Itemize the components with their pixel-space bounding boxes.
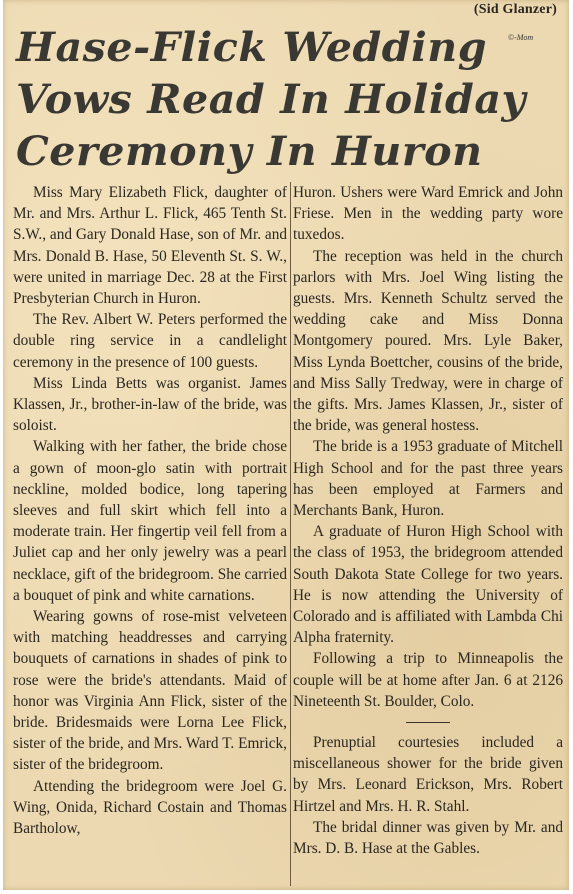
newspaper-clipping [3, 0, 569, 890]
article-paragraph: Attending the bridegroom were Joel G. Wing, Onida, Richard Costain and Thomas Bartholow, [13, 777, 287, 838]
article-paragraph: Prenuptial courtesies included a miscellaneous shower for the bride given by Mrs. Leonard Erickson, Mrs. Robert Hirtzel and Mrs. H. R. Stahl. [293, 734, 563, 815]
article-paragraph: The bridal dinner was given by Mr. and Mrs. D. B. Hase at the Gables. [293, 818, 563, 858]
column-divider [290, 182, 291, 886]
article-paragraph: Following a trip to Minneapolis the couple will be at home after Jan. 6 at 2126 Nineteenth St. Boulder, Colo. [293, 650, 563, 710]
article-paragraph: The bride is a 1953 graduate of Mitchell High School and for the past three years has been employed at Farmers and Merchants Bank, Huron. [293, 438, 563, 520]
article-paragraph: Miss Linda Betts was organist. James Klassen, Jr., brother-in-law of the bride, was soloist. [13, 374, 287, 435]
article-paragraph: Walking with her father, the bride chose a gown of moon-glo satin with portrait neckline, molded bodice, long tapering sleeves and full skirt which fell into a moderate train. Her fingertip veil fell from a Juliet cap and her only jewelry was a pearl necklace, gift of the bridegroom. She carried a bouquet of pink and white carnations. [13, 438, 287, 604]
headline-line: Hase-Flick Wedding [16, 24, 488, 71]
article-column-right [293, 182, 563, 859]
headline-line: Vows Read In Holiday [16, 76, 526, 123]
article-paragraph: Wearing gowns of rose-mist velveteen with matching headdresses and carrying bouquets of carnations in shades of pink to rose were the bride's attendants. Maid of honor was Virginia Ann Flick, sister of the bride. Bridesmaids were Lorna Lee Flick, sister of the bride, and Mrs. Ward T. Emrick, sister of the bridegroom. [13, 608, 287, 774]
handwritten-mark: ©-Mom [508, 33, 534, 42]
article-paragraph: The Rev. Albert W. Peters performed the double ring service in a candlelight ceremony in the presence of 100 guests. [13, 311, 287, 371]
article-paragraph: Miss Mary Elizabeth Flick, daughter of Mr. and Mrs. Arthur L. Flick, 465 Tenth St. S.W., and Gary Donald Hase, son of Mr. and Mrs. Donald B. Hase, 50 Eleventh St. S. W., were united in marriage Dec. 28 at the First Presbyterian Church in Huron. [13, 184, 287, 308]
article-paragraph: A graduate of Huron High School with the class of 1953, the bridegroom attended South Dakota State College for two years. He is now attending the University of Colorado and is affiliated with Lambda Chi Alpha fraternity. [293, 523, 563, 647]
article-paragraph: Huron. Ushers were Ward Emrick and John Friese. Men in the wedding party wore tuxedos. [293, 184, 563, 244]
headline [16, 22, 572, 178]
article-column-left [13, 182, 287, 839]
headline-line: Ceremony In Huron [16, 128, 483, 175]
section-dash [406, 722, 450, 723]
photo-credit: (Sid Glanzer) [473, 2, 557, 17]
article-paragraph: The reception was held in the church parlors with Mrs. Joel Wing listing the guests. Mrs. Kenneth Schultz served the wedding cake and Miss Donna Montgomery poured. Mrs. Lyle Baker, Miss Lynda Boettcher, cousins of the bride, and Miss Sally Tredway, were in charge of the gifts. Mrs. James Klassen, Jr., sister of the bride, was general hostess. [293, 247, 563, 435]
